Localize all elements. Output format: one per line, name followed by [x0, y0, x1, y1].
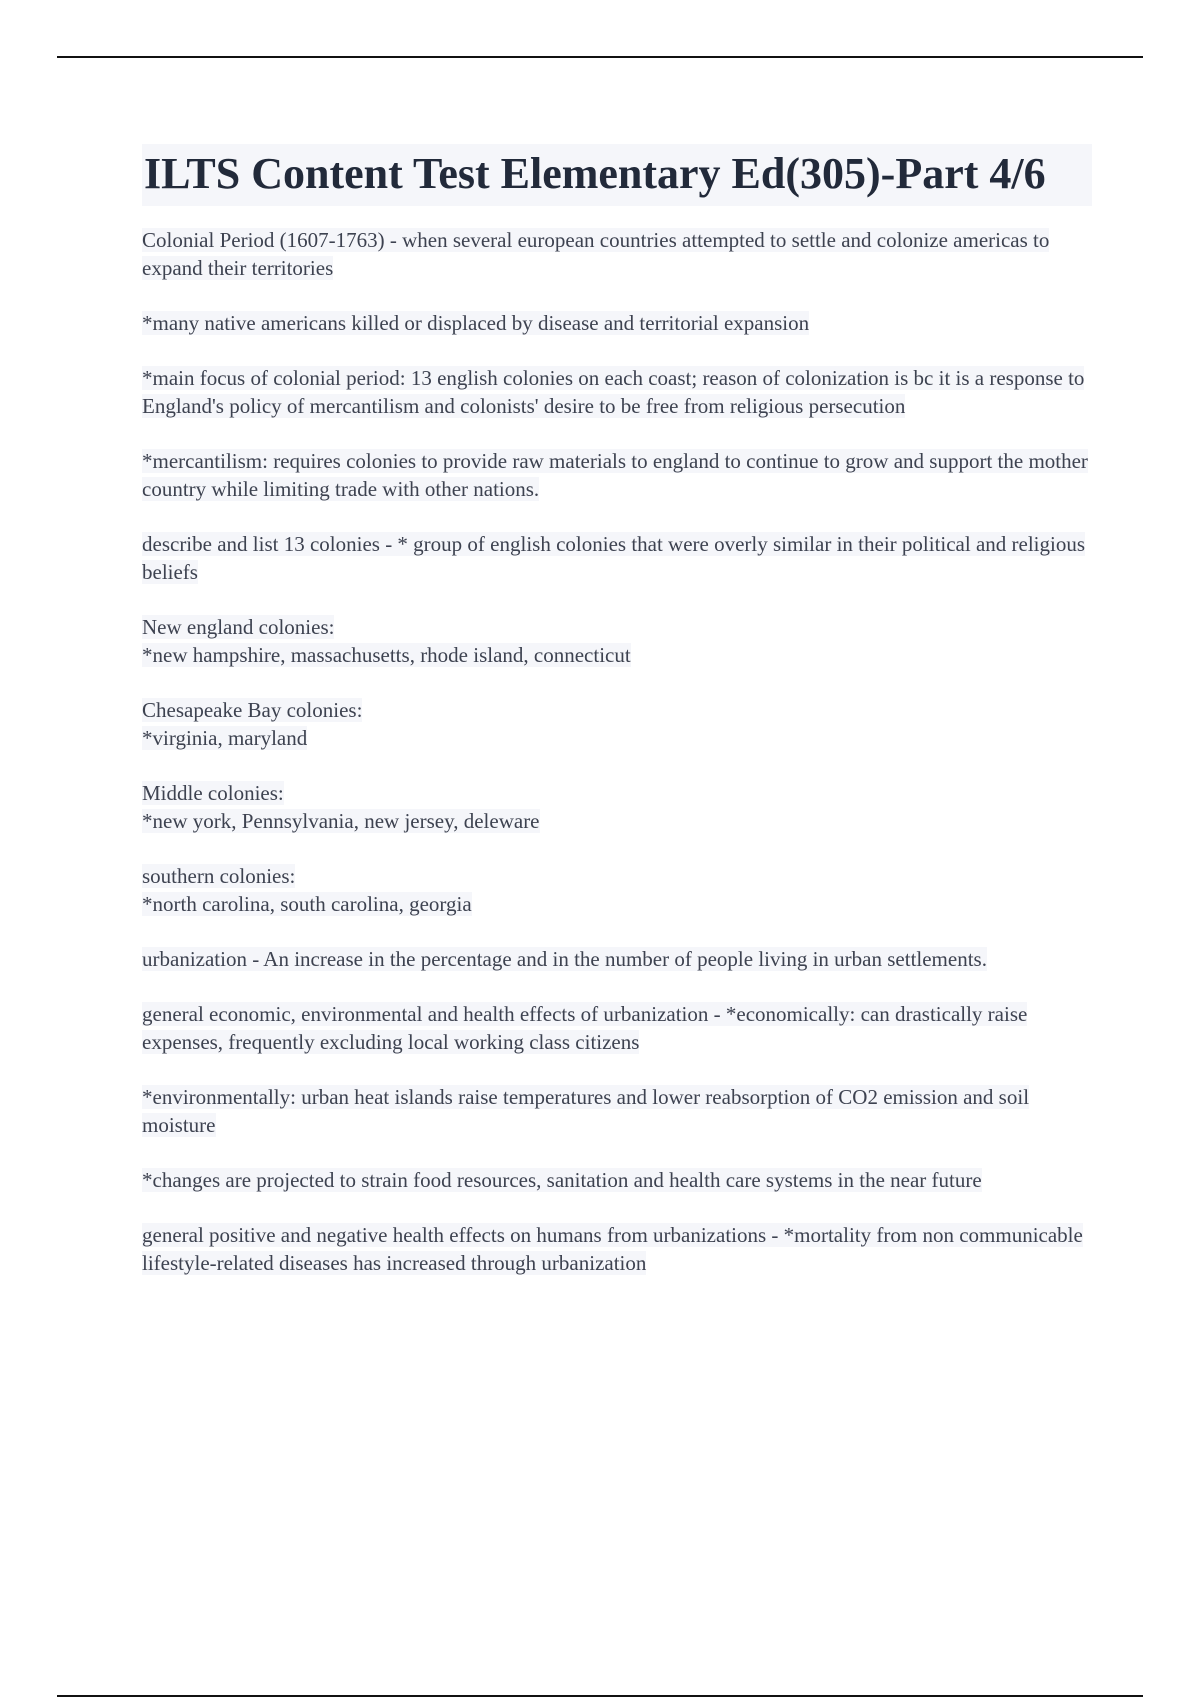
- paragraph-text: general positive and negative health effects on humans from urbanizations - *mortality from non communicable lifestyle-related diseases has increased through urbanization: [142, 1223, 1083, 1275]
- paragraph-southern: [142, 862, 1092, 918]
- paragraph-colonial-period: [142, 226, 1092, 282]
- list-heading: Middle colonies:: [142, 781, 284, 805]
- list-heading: New england colonies:: [142, 615, 335, 639]
- paragraph-native-americans: [142, 309, 1092, 337]
- list-heading: Chesapeake Bay colonies:: [142, 698, 363, 722]
- paragraph-text: *mercantilism: requires colonies to provide raw materials to england to continue to grow and support the mother country while limiting trade with other nations.: [142, 449, 1088, 501]
- paragraph-text: describe and list 13 colonies - * group of english colonies that were overly similar in their political and religious beliefs: [142, 532, 1086, 584]
- paragraph-effects: [142, 1000, 1092, 1056]
- paragraph-text: general economic, environmental and health effects of urbanization - *economically: can drastically raise expenses, frequently excluding local working class citizens: [142, 1002, 1028, 1054]
- list-heading: southern colonies:: [142, 864, 296, 888]
- paragraph-text: *main focus of colonial period: 13 english colonies on each coast; reason of colonization is bc it is a response to England's policy of mercantilism and colonists' desire to be free from religious persecution: [142, 366, 1085, 418]
- list-values: *north carolina, south carolina, georgia: [142, 892, 472, 916]
- paragraph-text: Colonial Period (1607-1763) - when several european countries attempted to settle and colonize americas to expand their territories: [142, 228, 1050, 280]
- paragraph-text: *many native americans killed or displaced by disease and territorial expansion: [142, 311, 810, 335]
- paragraph-chesapeake: [142, 696, 1092, 752]
- paragraph-mercantilism: [142, 447, 1092, 503]
- paragraph-text: *environmentally: urban heat islands raise temperatures and lower reabsorption of CO2 emission and soil moisture: [142, 1085, 1030, 1137]
- document-title: ILTS Content Test Elementary Ed(305)-Part 4/6: [144, 149, 1046, 198]
- list-values: *virginia, maryland: [142, 726, 308, 750]
- paragraph-urbanization: [142, 945, 1092, 973]
- list-values: *new hampshire, massachusetts, rhode island, connecticut: [142, 643, 631, 667]
- title-block: [142, 144, 1092, 206]
- bottom-rule: [57, 1695, 1143, 1697]
- paragraph-main-focus: [142, 364, 1092, 420]
- paragraph-new-england: [142, 613, 1092, 669]
- paragraph-environmentally: [142, 1083, 1092, 1139]
- paragraph-changes: [142, 1166, 1092, 1194]
- paragraph-13-colonies: [142, 530, 1092, 586]
- paragraph-middle: [142, 779, 1092, 835]
- document-body: [142, 144, 1092, 1304]
- paragraph-text: *changes are projected to strain food resources, sanitation and health care systems in the near future: [142, 1168, 982, 1192]
- paragraph-text: urbanization - An increase in the percentage and in the number of people living in urban settlements.: [142, 947, 987, 971]
- list-values: *new york, Pennsylvania, new jersey, deleware: [142, 809, 540, 833]
- paragraph-health-effects: [142, 1221, 1092, 1277]
- top-rule: [57, 56, 1143, 58]
